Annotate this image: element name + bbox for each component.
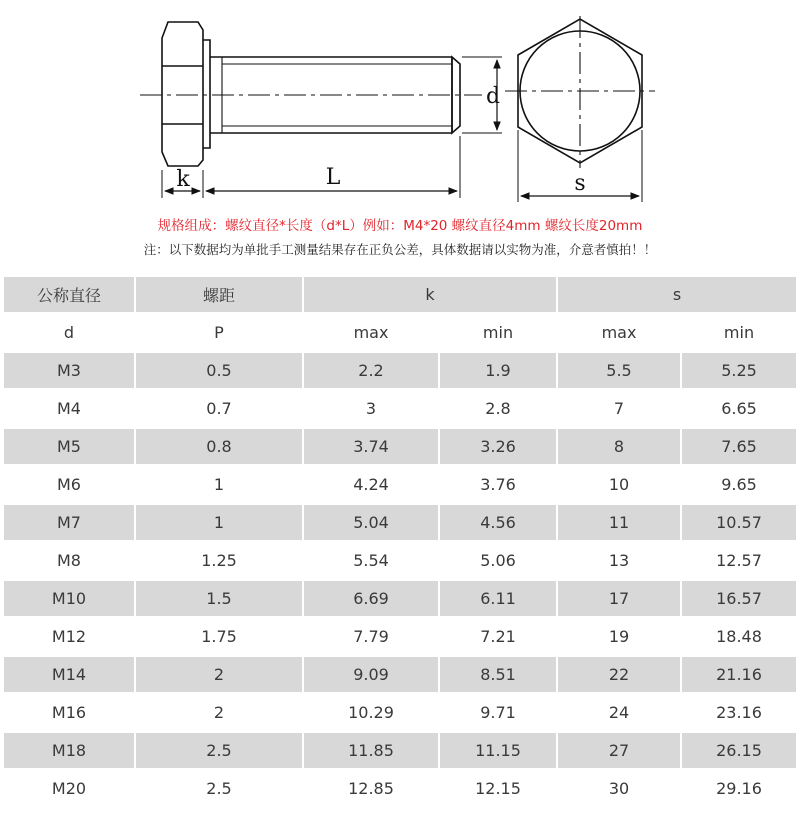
- table-cell: 21.16: [682, 657, 796, 695]
- table-cell: 1.9: [440, 353, 558, 391]
- table-cell: 24: [558, 695, 682, 733]
- table-cell: 23.16: [682, 695, 796, 733]
- table-cell: 2: [136, 657, 304, 695]
- header-pitch: 螺距: [136, 277, 304, 315]
- table-row: [4, 353, 796, 391]
- table-cell: M3: [4, 353, 136, 391]
- bolt-technical-drawing: [0, 0, 800, 212]
- table-cell: 7: [558, 391, 682, 429]
- table-cell: 2.5: [136, 771, 304, 809]
- table-row: [4, 657, 796, 695]
- table-row: [4, 695, 796, 733]
- table-cell: M20: [4, 771, 136, 809]
- subheader-cell: d: [4, 315, 136, 353]
- subheader-cell: P: [136, 315, 304, 353]
- table-cell: 0.7: [136, 391, 304, 429]
- label-d: d: [485, 84, 501, 109]
- subheader-cell: min: [440, 315, 558, 353]
- table-cell: M14: [4, 657, 136, 695]
- table-cell: M10: [4, 581, 136, 619]
- table-cell: 2.5: [136, 733, 304, 771]
- table-row: [4, 429, 796, 467]
- table-cell: 5.54: [304, 543, 440, 581]
- table-cell: 7.79: [304, 619, 440, 657]
- header-k: k: [304, 277, 558, 315]
- table-cell: 2.2: [304, 353, 440, 391]
- table-cell: 10: [558, 467, 682, 505]
- table-cell: 9.65: [682, 467, 796, 505]
- table-cell: 16.57: [682, 581, 796, 619]
- table-cell: 12.57: [682, 543, 796, 581]
- table-header-row-2: [4, 315, 796, 353]
- table-cell: 27: [558, 733, 682, 771]
- table-cell: M4: [4, 391, 136, 429]
- table-row: [4, 543, 796, 581]
- table-cell: 5.25: [682, 353, 796, 391]
- table-cell: 12.15: [440, 771, 558, 809]
- table-cell: 2: [136, 695, 304, 733]
- subheader-cell: max: [558, 315, 682, 353]
- subheader-cell: min: [682, 315, 796, 353]
- table-cell: 26.15: [682, 733, 796, 771]
- subheader-cell: max: [304, 315, 440, 353]
- table-cell: 3.76: [440, 467, 558, 505]
- table-row: [4, 581, 796, 619]
- table-cell: 7.21: [440, 619, 558, 657]
- table-row: [4, 467, 796, 505]
- table-row: [4, 619, 796, 657]
- table-cell: 30: [558, 771, 682, 809]
- table-cell: 0.8: [136, 429, 304, 467]
- table-cell: 5.06: [440, 543, 558, 581]
- table-cell: 18.48: [682, 619, 796, 657]
- table-cell: M5: [4, 429, 136, 467]
- table-cell: 0.5: [136, 353, 304, 391]
- table-cell: 3.74: [304, 429, 440, 467]
- table-cell: 5.5: [558, 353, 682, 391]
- table-cell: 19: [558, 619, 682, 657]
- table-cell: 8: [558, 429, 682, 467]
- label-k: k: [176, 167, 190, 192]
- spec-format-caption: 规格组成：螺纹直径*长度（d*L）例如：M4*20 螺纹直径4mm 螺纹长度20mm: [157, 218, 643, 234]
- table-row: [4, 505, 796, 543]
- table-cell: 22: [558, 657, 682, 695]
- table-cell: 1: [136, 505, 304, 543]
- table-cell: 1.25: [136, 543, 304, 581]
- table-cell: 7.65: [682, 429, 796, 467]
- table-cell: 10.29: [304, 695, 440, 733]
- table-cell: 13: [558, 543, 682, 581]
- table-cell: M7: [4, 505, 136, 543]
- table-cell: 6.69: [304, 581, 440, 619]
- table-cell: 1.5: [136, 581, 304, 619]
- table-row: [4, 391, 796, 429]
- table-cell: 11.85: [304, 733, 440, 771]
- table-cell: M16: [4, 695, 136, 733]
- label-s: s: [574, 171, 586, 196]
- dimension-k-and-L: [162, 136, 460, 198]
- bolt-spec-table: [4, 277, 796, 809]
- header-nominal-diameter: 公称直径: [4, 277, 136, 315]
- table-cell: 4.56: [440, 505, 558, 543]
- table-row: [4, 771, 796, 809]
- table-header-row-1: [4, 277, 796, 315]
- table-cell: 10.57: [682, 505, 796, 543]
- table-cell: 1.75: [136, 619, 304, 657]
- measurement-note: 注：以下数据均为单批手工测量结果存在正负公差，具体数据请以实物为准，介意者慎拍！！: [143, 242, 657, 257]
- table-cell: M18: [4, 733, 136, 771]
- table-cell: 2.8: [440, 391, 558, 429]
- table-cell: M12: [4, 619, 136, 657]
- table-cell: 4.24: [304, 467, 440, 505]
- label-L: L: [325, 165, 341, 190]
- table-cell: 8.51: [440, 657, 558, 695]
- table-cell: 11.15: [440, 733, 558, 771]
- table-cell: 3.26: [440, 429, 558, 467]
- table-cell: 12.85: [304, 771, 440, 809]
- table-cell: 9.71: [440, 695, 558, 733]
- table-cell: 11: [558, 505, 682, 543]
- table-cell: M8: [4, 543, 136, 581]
- table-cell: 9.09: [304, 657, 440, 695]
- table-row: [4, 733, 796, 771]
- table-cell: 6.65: [682, 391, 796, 429]
- table-cell: 3: [304, 391, 440, 429]
- table-cell: 6.11: [440, 581, 558, 619]
- table-cell: 1: [136, 467, 304, 505]
- bolt-head-end-view: [505, 16, 655, 168]
- bolt-head-side-view: [162, 22, 210, 166]
- table-cell: 5.04: [304, 505, 440, 543]
- header-s: s: [558, 277, 796, 315]
- table-cell: 29.16: [682, 771, 796, 809]
- table-cell: M6: [4, 467, 136, 505]
- table-cell: 17: [558, 581, 682, 619]
